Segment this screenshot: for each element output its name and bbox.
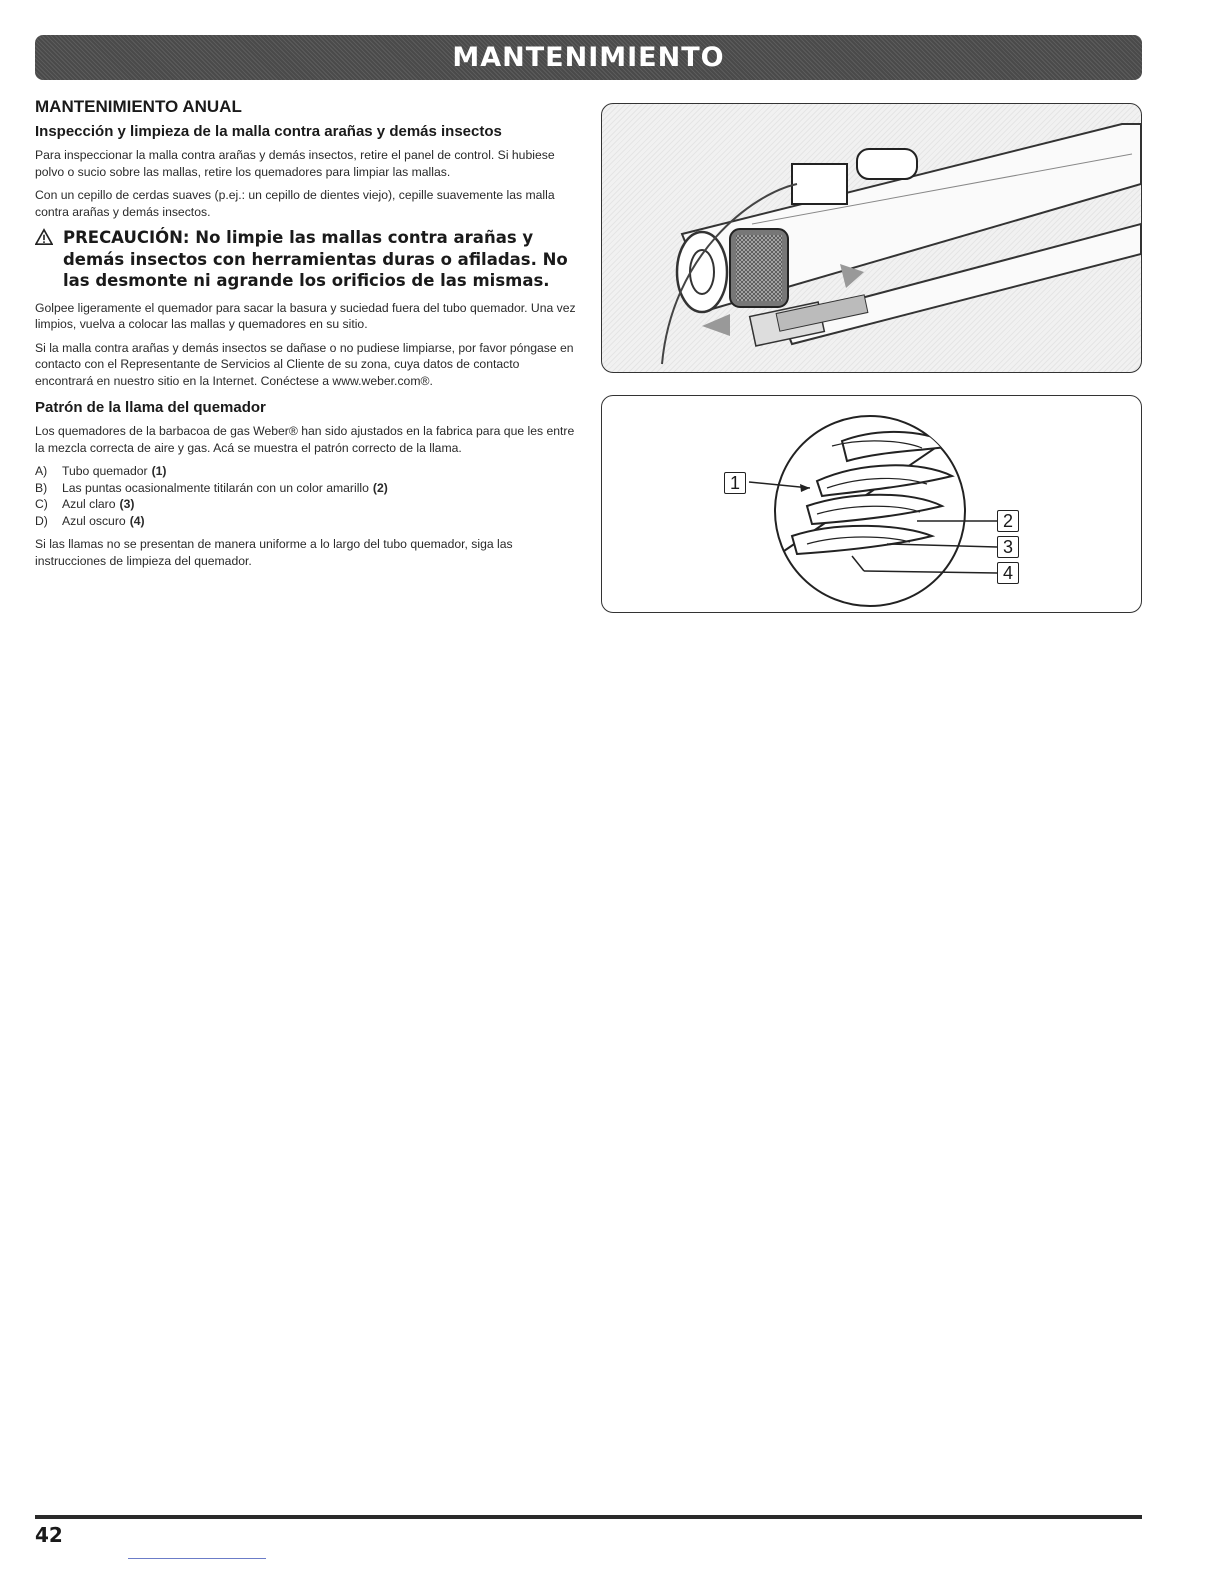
flame-pattern-drawing <box>602 396 1141 612</box>
flame-list <box>35 463 580 529</box>
callout-2: 2 <box>997 510 1019 532</box>
burner-brush-illustration <box>601 103 1142 373</box>
list-item: A) Tubo quemador (1) <box>35 464 167 478</box>
screen-heading: Inspección y limpieza de la malla contra arañas y demás insectos <box>35 123 502 140</box>
flame-heading: Patrón de la llama del quemador <box>35 399 266 416</box>
caution-block <box>35 227 580 292</box>
footer-rule <box>35 1515 1142 1519</box>
section-title: MANTENIMIENTO ANUAL <box>35 97 242 116</box>
callout-1: 1 <box>724 472 746 494</box>
list-item: C) Azul claro (3) <box>35 497 135 511</box>
warning-triangle-icon <box>35 228 53 246</box>
text-column <box>35 97 580 576</box>
page-number: 42 <box>35 1523 63 1547</box>
list-item: B) Las puntas ocasionalmente titilarán con un color amarillo (2) <box>35 480 388 495</box>
burner-tube-drawing <box>602 104 1141 372</box>
section-banner <box>35 35 1142 80</box>
callout-4: 4 <box>997 562 1019 584</box>
caution-label: PRECAUCIÓN: <box>63 228 190 247</box>
caution-text: No limpie las mallas contra arañas y demás insectos con herramientas duras o afiladas. No las desmonte ni agrande los orificios de las mismas. <box>63 228 568 290</box>
banner-title: MANTENIMIENTO <box>452 42 725 73</box>
footer-divider <box>128 1558 266 1559</box>
screen-paragraph-3: Golpee ligeramente el quemador para sacar la basura y suciedad fuera del tubo quemador. Una vez limpios, vuelva a colocar las mallas y quemadores en su sitio. <box>35 300 576 331</box>
screen-paragraph-2: Con un cepillo de cerdas suaves (p.ej.: un cepillo de dientes viejo), cepille suavemente las malla contra arañas y demás insectos. <box>35 188 555 219</box>
list-item: D) Azul oscuro (4) <box>35 513 145 528</box>
flame-paragraph-2: Si las llamas no se presentan de manera uniforme a lo largo del tubo quemador, siga las instrucciones de limpieza del quemador. <box>35 537 513 568</box>
screen-paragraph-1: Para inspeccionar la malla contra arañas y demás insectos, retire el panel de control. Si hubiese polvo o sucio sobre las mallas, retire los quemadores para limpiar las mallas. <box>35 148 555 179</box>
flame-pattern-illustration <box>601 395 1142 613</box>
flame-paragraph-1: Los quemadores de la barbacoa de gas Weber® han sido ajustados en la fabrica para que les entre la mezcla correcta de aire y gas. Acá se muestra el patrón correcto de la llama. <box>35 424 575 455</box>
callout-3: 3 <box>997 536 1019 558</box>
screen-paragraph-4: Si la malla contra arañas y demás insectos se dañase o no pudiese limpiarse, por favor póngase en contacto con el Representante de Servicios al Cliente de su zona, cuya datos de contacto encontrará en nuestro sitio en la Internet. Conéctese a www.weber.com®. <box>35 340 574 388</box>
